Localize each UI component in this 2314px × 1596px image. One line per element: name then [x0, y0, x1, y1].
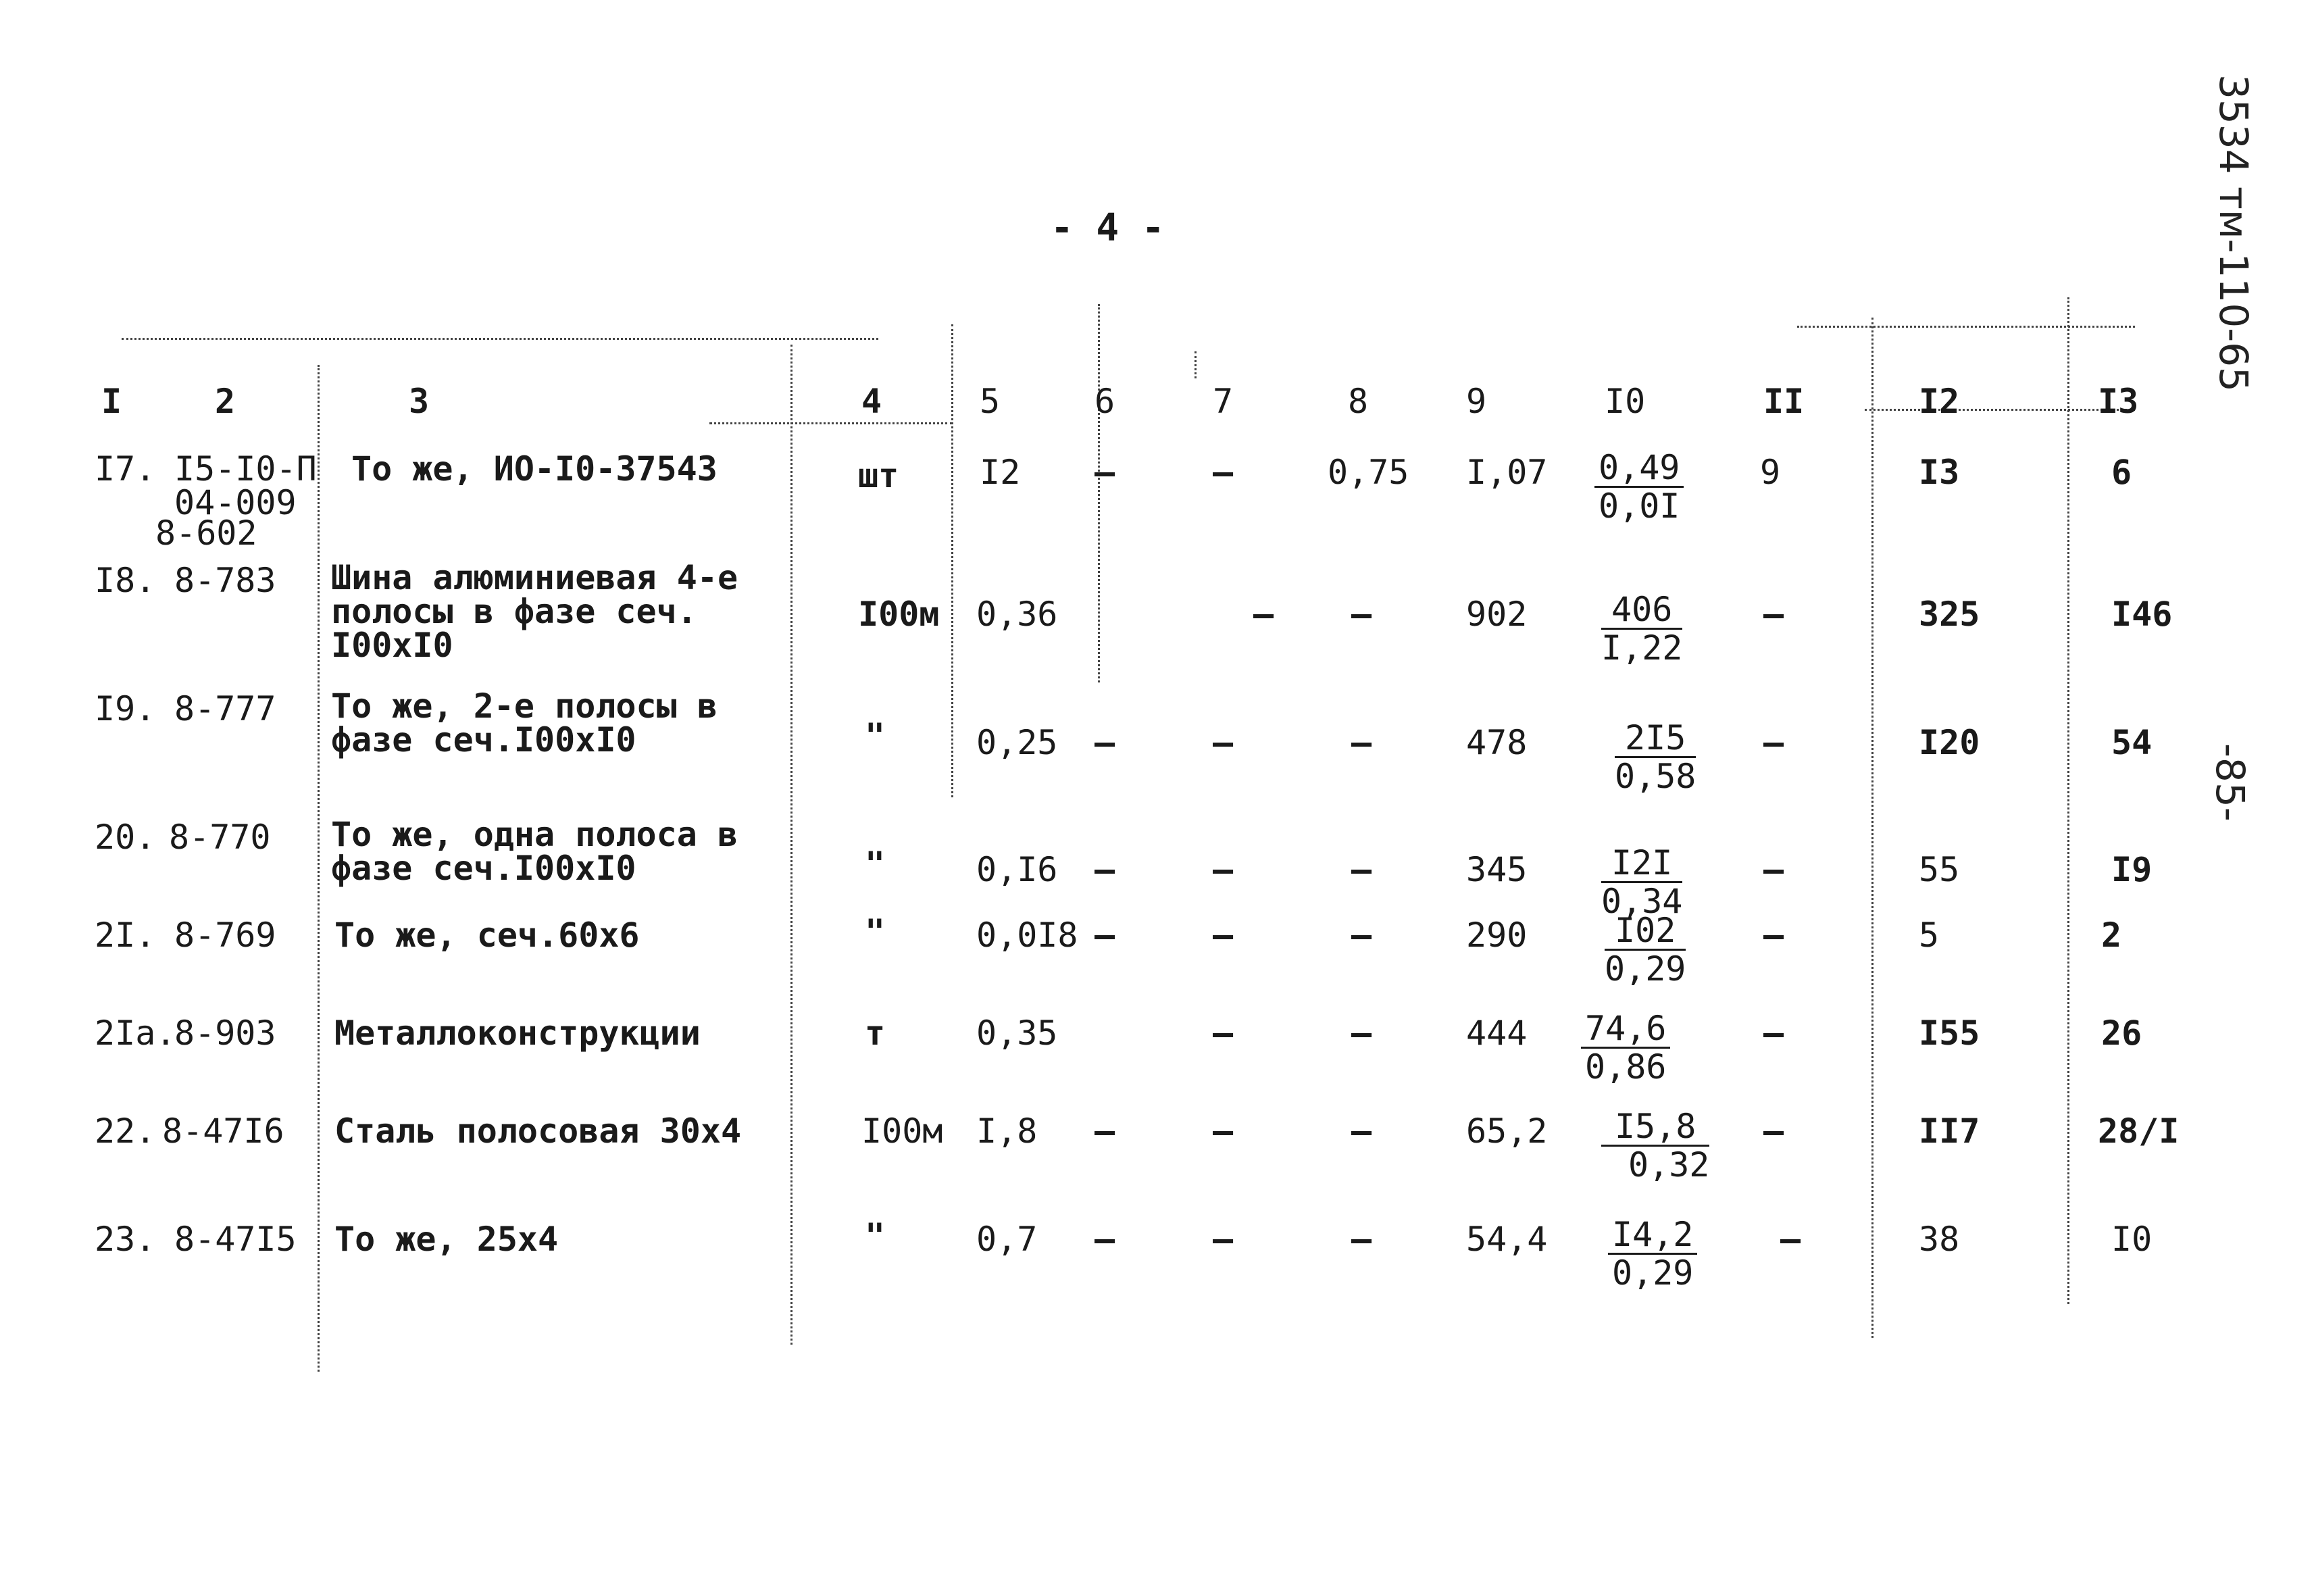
header-col-6: 6	[1095, 382, 1115, 421]
margin-page-number: -85-	[2207, 743, 2253, 822]
row-number: I9.	[95, 689, 156, 728]
fraction-denominator: 0,29	[1612, 1253, 1694, 1293]
row-unit: шт	[858, 456, 899, 495]
fraction-numerator: I4,2	[1608, 1216, 1697, 1255]
fraction-denominator: 0,34	[1601, 882, 1683, 921]
row-col5: I2	[980, 453, 1021, 492]
row-number: 2Iа.	[95, 1014, 176, 1053]
row-col12: 38	[1919, 1220, 1960, 1259]
row-col7: –	[1213, 1112, 1234, 1151]
row-col10-fraction	[1601, 845, 1682, 920]
row-col8: –	[1351, 850, 1372, 889]
col-rule-6	[1098, 304, 1100, 682]
row-col11: –	[1763, 1014, 1784, 1053]
row-col6: –	[1095, 850, 1115, 889]
row-col12: I3	[1919, 453, 1960, 492]
row-col11: –	[1763, 595, 1784, 634]
fraction-denominator: 0,0I	[1599, 487, 1680, 526]
row-unit: I00м	[858, 595, 940, 634]
fraction-denominator: 0,32	[1628, 1145, 1710, 1184]
header-col-12: I2	[1919, 382, 1960, 421]
row-col10-fraction	[1601, 1108, 1709, 1183]
row-col7: –	[1213, 723, 1234, 762]
row-col5: 0,25	[976, 723, 1058, 762]
row-col5: I,8	[976, 1112, 1038, 1151]
row-number: 23.	[95, 1220, 156, 1259]
header-col-2: 2	[215, 382, 236, 421]
header-col-3: 3	[409, 382, 430, 421]
header-col-11: II	[1763, 382, 1805, 421]
row-col6: –	[1095, 1112, 1115, 1151]
fraction-denominator: I,22	[1601, 628, 1683, 668]
row-col12: 5	[1919, 916, 1940, 955]
row-code-line2: 04-009	[174, 483, 297, 522]
row-col10-fraction	[1608, 1216, 1697, 1291]
row-col12: II7	[1919, 1112, 1980, 1151]
row-col10-fraction	[1594, 449, 1684, 524]
row-col10-fraction	[1615, 720, 1696, 795]
fraction-numerator: 74,6	[1581, 1010, 1670, 1049]
col-rule-5	[951, 324, 953, 797]
row-col5: 0,7	[976, 1220, 1038, 1259]
row-col11: –	[1780, 1220, 1801, 1259]
row-col11: –	[1763, 850, 1784, 889]
col-rule-4	[790, 345, 793, 1345]
row-code: 8-47I5	[174, 1220, 297, 1259]
header-col-8: 8	[1348, 382, 1369, 421]
row-col9: 444	[1466, 1014, 1528, 1053]
row-code: 8-777	[174, 689, 276, 728]
row-col7: –	[1213, 453, 1234, 492]
header-col-10: I0	[1605, 382, 1646, 421]
row-col11: 9	[1760, 453, 1781, 492]
row-col11: –	[1763, 916, 1784, 955]
row-col7: –	[1253, 595, 1274, 634]
row-col8: –	[1351, 916, 1372, 955]
row-col6: –	[1095, 916, 1115, 955]
row-col11: –	[1763, 723, 1784, 762]
header-col-13: I3	[2098, 382, 2139, 421]
row-unit: "	[865, 845, 886, 884]
header-col-4: 4	[861, 382, 882, 421]
row-col10-fraction	[1581, 1010, 1670, 1085]
row-number: I8.	[95, 561, 156, 600]
row-col6: –	[1095, 453, 1115, 492]
fraction-numerator: I5,8	[1601, 1108, 1709, 1147]
row-col12: I20	[1919, 723, 1980, 762]
row-col8: –	[1351, 1220, 1372, 1259]
row-col9: 54,4	[1466, 1220, 1548, 1259]
header-underline	[709, 422, 953, 424]
header-underline-right	[1865, 409, 2135, 411]
row-col13: 28/I	[2098, 1112, 2180, 1151]
fraction-denominator: 0,86	[1585, 1047, 1667, 1087]
row-col6: –	[1095, 1220, 1115, 1259]
row-unit: т	[865, 1014, 886, 1053]
row-description: То же, сеч.60x6	[334, 916, 640, 955]
top-rule-right	[1797, 326, 2135, 328]
row-description: Металлоконструкции	[334, 1014, 701, 1053]
row-col13: 54	[2111, 723, 2153, 762]
row-unit: I00м	[861, 1112, 943, 1151]
col-rule-11	[1871, 318, 1873, 1338]
row-description: То же, ИО-I0-37543	[351, 449, 718, 489]
row-col10-fraction	[1605, 912, 1686, 987]
row-col9: I,07	[1466, 453, 1548, 492]
header-col-1: I	[101, 382, 122, 421]
col-rule-3	[318, 365, 320, 1372]
row-col8: –	[1351, 595, 1372, 634]
margin-document-code: 3534 тм-110-65	[2211, 74, 2257, 392]
row-col12: 325	[1919, 595, 1980, 634]
row-number: 2I.	[95, 916, 156, 955]
page-number: - 4 -	[1051, 206, 1165, 250]
col-rule-7	[1194, 351, 1197, 378]
row-col5: 0,I6	[976, 850, 1058, 889]
row-code: I5-I0-П	[174, 449, 317, 489]
row-col5: 0,0I8	[976, 916, 1078, 955]
row-code: 8-770	[169, 818, 271, 857]
row-code: 8-903	[174, 1014, 276, 1053]
row-number: 22.	[95, 1112, 156, 1151]
row-description: То же, 2-е полосы в фазе сеч.I00xI0	[331, 687, 718, 759]
fraction-numerator: 2I5	[1615, 720, 1696, 758]
row-description: Сталь полосовая 30x4	[334, 1112, 742, 1151]
row-col9: 345	[1466, 850, 1528, 889]
row-code: 8-769	[174, 916, 276, 955]
row-col5: 0,35	[976, 1014, 1058, 1053]
row-description: То же, 25x4	[334, 1220, 559, 1259]
row-col7: –	[1213, 916, 1234, 955]
row-unit: "	[865, 716, 886, 755]
header-col-9: 9	[1466, 382, 1487, 421]
header-col-7: 7	[1213, 382, 1234, 421]
fraction-numerator: 0,49	[1594, 449, 1684, 488]
row-col13: 26	[2101, 1014, 2142, 1053]
row-col8: 0,75	[1328, 453, 1409, 492]
row-col13: 6	[2111, 453, 2132, 492]
row-col7: –	[1213, 850, 1234, 889]
row-code: 8-47I6	[162, 1112, 284, 1151]
row-col13: 2	[2101, 916, 2122, 955]
row-col6: –	[1095, 723, 1115, 762]
col-rule-12	[2067, 297, 2069, 1304]
row-number: 20.	[95, 818, 156, 857]
row-col12: I55	[1919, 1014, 1980, 1053]
fraction-numerator: I02	[1605, 912, 1686, 951]
fraction-numerator: 406	[1601, 591, 1682, 630]
row-col9: 65,2	[1466, 1112, 1548, 1151]
row-description: То же, одна полоса в фазе сеч.I00xI0	[331, 815, 738, 888]
row-col11: –	[1763, 1112, 1784, 1151]
row-col9: 290	[1466, 916, 1528, 955]
top-rule-left	[122, 338, 878, 340]
row-col9: 478	[1466, 723, 1528, 762]
fraction-numerator: I2I	[1601, 845, 1682, 883]
row-unit: "	[865, 1216, 886, 1255]
row-number: I7.	[95, 449, 156, 489]
row-col7: –	[1213, 1220, 1234, 1259]
row-description: Шина алюминиевая 4-е полосы в фазе сеч. I00xI0	[331, 558, 738, 665]
fraction-denominator: 0,58	[1615, 757, 1696, 796]
row-col8: –	[1351, 1112, 1372, 1151]
row-col13: I46	[2111, 595, 2173, 634]
fraction-denominator: 0,29	[1605, 949, 1686, 989]
row-col13: I0	[2111, 1220, 2153, 1259]
row-unit: "	[865, 912, 886, 951]
row-col9: 902	[1466, 595, 1528, 634]
header-col-5: 5	[980, 382, 1001, 421]
row-col7: –	[1213, 1014, 1234, 1053]
row-col13: I9	[2111, 850, 2153, 889]
row-code: 8-783	[174, 561, 276, 600]
row-col8: –	[1351, 1014, 1372, 1053]
row-col12: 55	[1919, 850, 1960, 889]
row-col8: –	[1351, 723, 1372, 762]
row-col5: 0,36	[976, 595, 1058, 634]
row-code-line3: 8-602	[155, 514, 257, 553]
row-col10-fraction	[1601, 591, 1682, 666]
